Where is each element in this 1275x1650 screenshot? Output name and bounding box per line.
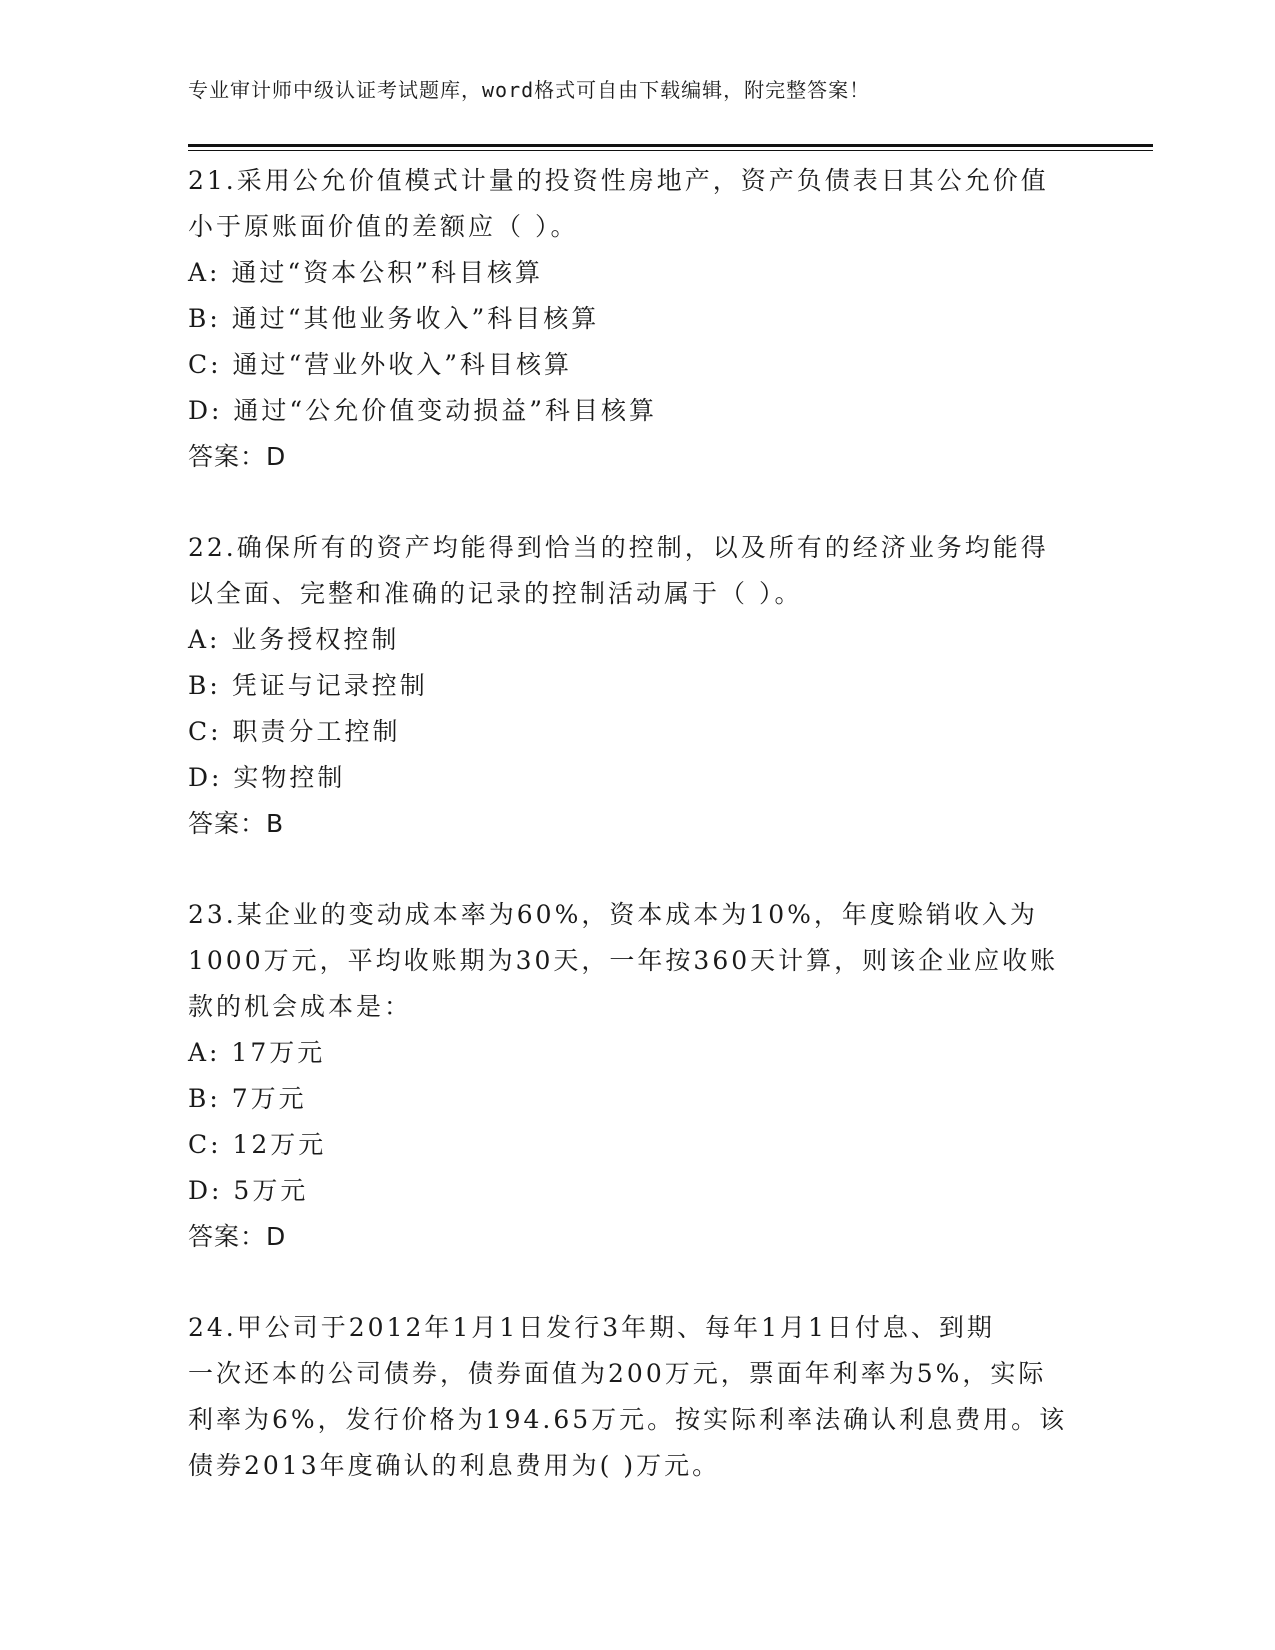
option-a: A: 业务授权控制 bbox=[188, 625, 400, 654]
option-d: D: 实物控制 bbox=[188, 763, 346, 792]
question-24 bbox=[188, 1305, 1088, 1489]
option-b: B: 7万元 bbox=[188, 1084, 307, 1113]
option-c: C: 职责分工控制 bbox=[188, 717, 401, 746]
question-stem-line: 24.甲公司于2012年1月1日发行3年期、每年1月1日付息、到期 bbox=[188, 1313, 995, 1342]
question-23 bbox=[188, 892, 1088, 1260]
option-d: D: 通过“公允价值变动损益”科目核算 bbox=[188, 396, 657, 425]
option-a: A: 17万元 bbox=[188, 1038, 326, 1067]
question-stem-line: 款的机会成本是： bbox=[188, 992, 413, 1021]
question-list bbox=[188, 158, 1088, 1489]
option-b: B: 通过“其他业务收入”科目核算 bbox=[188, 304, 600, 333]
header-rule-thick bbox=[188, 144, 1153, 147]
answer: 答案：B bbox=[188, 809, 285, 838]
question-22 bbox=[188, 525, 1088, 847]
question-stem-line: 23.某企业的变动成本率为60%，资本成本为10%，年度赊销收入为 bbox=[188, 900, 1038, 929]
question-stem-line: 22.确保所有的资产均能得到恰当的控制，以及所有的经济业务均能得 bbox=[188, 533, 1049, 562]
option-c: C: 通过“营业外收入”科目核算 bbox=[188, 350, 573, 379]
option-c: C: 12万元 bbox=[188, 1130, 327, 1159]
option-a: A: 通过“资本公积”科目核算 bbox=[188, 258, 543, 287]
option-b: B: 凭证与记录控制 bbox=[188, 671, 428, 700]
question-stem-line: 21.采用公允价值模式计量的投资性房地产，资产负债表日其公允价值 bbox=[188, 166, 1049, 195]
option-d: D: 5万元 bbox=[188, 1176, 309, 1205]
answer: 答案：D bbox=[188, 1222, 287, 1251]
question-stem-line: 小于原账面价值的差额应（ ）。 bbox=[188, 212, 579, 241]
answer: 答案：D bbox=[188, 442, 287, 471]
question-stem-line: 以全面、完整和准确的记录的控制活动属于（ ）。 bbox=[188, 579, 803, 608]
question-stem-line: 一次还本的公司债券，债券面值为200万元，票面年利率为5%，实际 bbox=[188, 1359, 1047, 1388]
question-stem-line: 利率为6%，发行价格为194.65万元。按实际利率法确认利息费用。该 bbox=[188, 1405, 1068, 1434]
question-stem-line: 债券2013年度确认的利息费用为( )万元。 bbox=[188, 1451, 721, 1480]
page-header: 专业审计师中级认证考试题库，word格式可自由下载编辑，附完整答案！ bbox=[188, 78, 871, 102]
question-stem-line: 1000万元，平均收账期为30天，一年按360天计算，则该企业应收账 bbox=[188, 946, 1059, 975]
header-rule-thin bbox=[188, 150, 1153, 151]
question-21 bbox=[188, 158, 1088, 480]
